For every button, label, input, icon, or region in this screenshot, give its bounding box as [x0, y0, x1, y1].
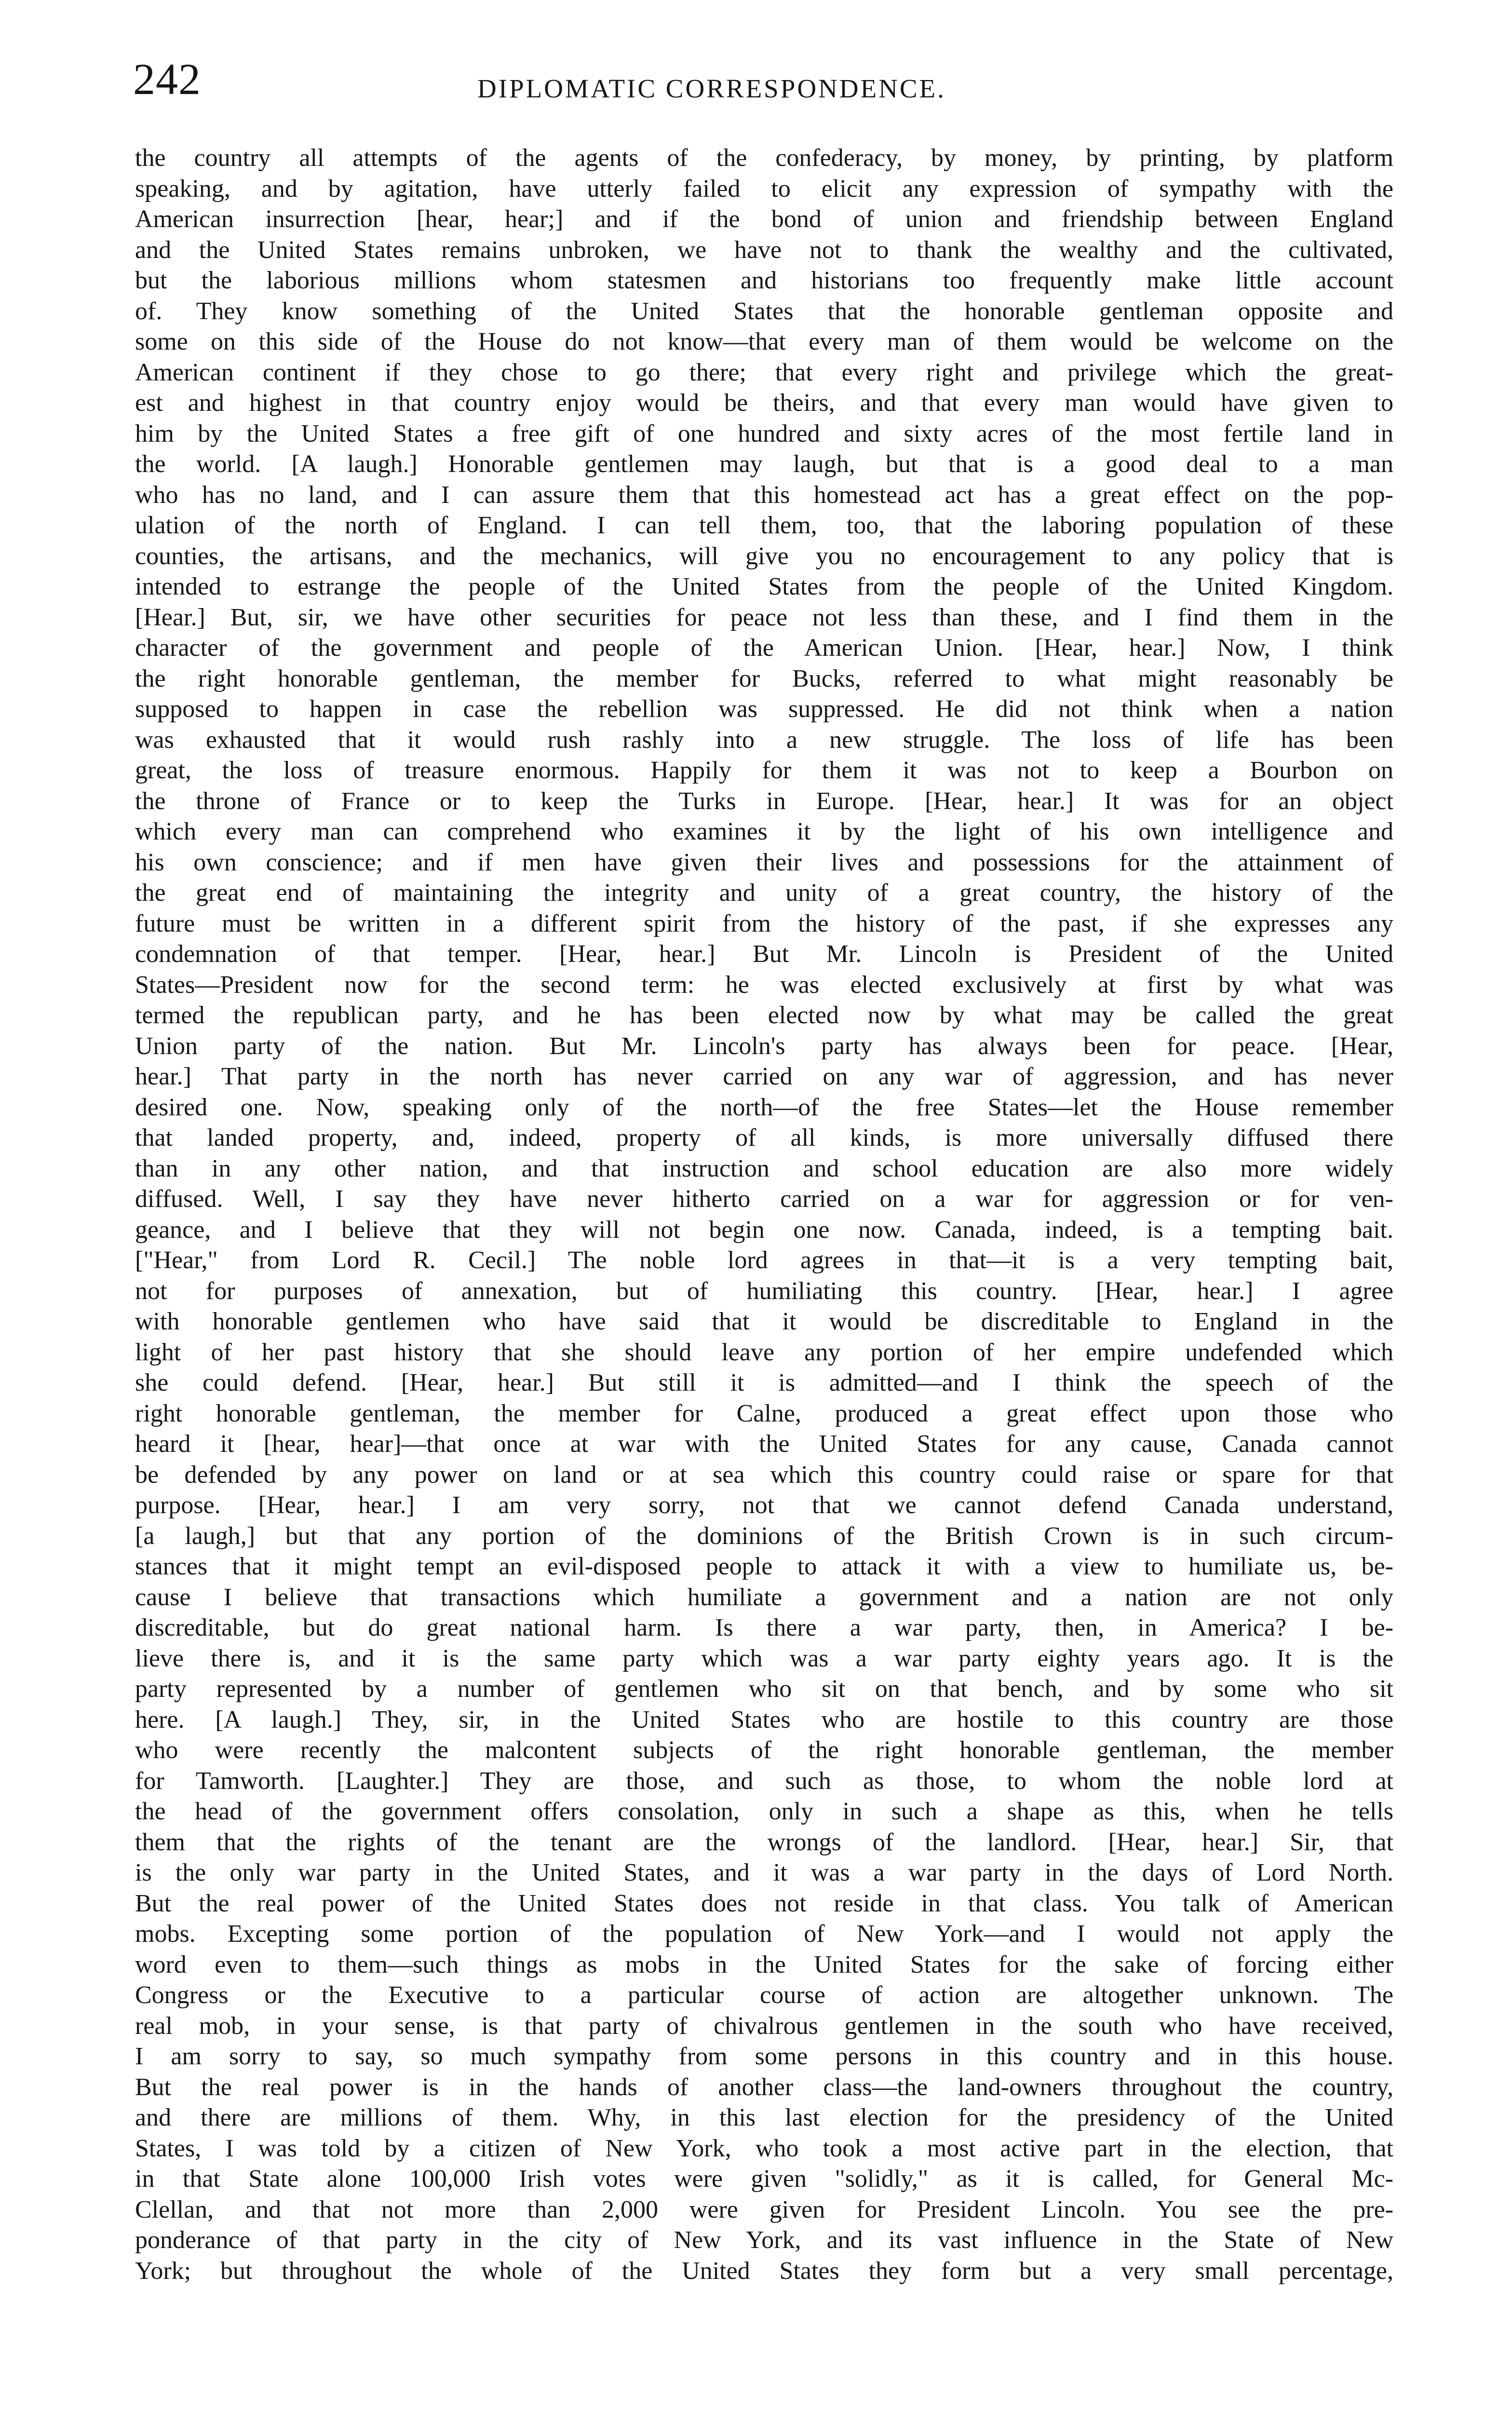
running-head: DIPLOMATIC CORRESPONDENCE.	[477, 74, 946, 103]
body-line: ponderance of that party in the city of New York, and its vast influence in the State of New	[135, 2226, 1393, 2254]
body-line: intended to estrange the people of the United States from the people of the United Kingdom.	[135, 573, 1393, 600]
body-line: some on this side of the House do not know—that every man of them would be welcome on the	[135, 328, 1393, 355]
body-line: heard it [hear, hear]—that once at war with the United States for any cause, Canada cannot	[135, 1430, 1393, 1458]
body-line: [Hear.] But, sir, we have other securities for peace not less than these, and I find them in the	[135, 603, 1393, 631]
body-line: American continent if they chose to go there; that every right and privilege which the great-	[135, 358, 1393, 386]
body-line: hear.] That party in the north has never carried on any war of aggression, and has never	[135, 1063, 1393, 1090]
body-line: his own conscience; and if men have given their lives and possessions for the attainment of	[135, 848, 1393, 876]
body-line: diffused. Well, I say they have never hitherto carried on a war for aggression or for ven-	[135, 1185, 1393, 1213]
body-line: here. [A laugh.] They, sir, in the United States who are hostile to this country are those	[135, 1706, 1393, 1734]
body-line: light of her past history that she should leave any portion of her empire undefended which	[135, 1338, 1393, 1366]
body-line: she could defend. [Hear, hear.] But still it is admitted—and I think the speech of the	[135, 1369, 1393, 1396]
body-line: right honorable gentleman, the member for Calne, produced a great effect upon those who	[135, 1399, 1393, 1427]
body-line: word even to them—such things as mobs in the United States for the sake of forcing either	[135, 1950, 1393, 1978]
body-line: in that State alone 100,000 Irish votes were given "solidly," as it is called, for General Mc-	[135, 2165, 1393, 2193]
body-line: counties, the artisans, and the mechanics, will give you no encouragement to any policy that is	[135, 542, 1393, 570]
body-text	[135, 143, 1393, 2361]
body-line: termed the republican party, and he has been elected now by what may be called the great	[135, 1002, 1393, 1029]
body-line: the head of the government offers consolation, only in such a shape as this, when he tells	[135, 1798, 1393, 1825]
body-line: and there are millions of them. Why, in this last election for the presidency of the United	[135, 2104, 1393, 2131]
body-line: the country all attempts of the agents of the confederacy, by money, by printing, by platform	[135, 144, 1393, 172]
body-line: Union party of the nation. But Mr. Lincoln's party has always been for peace. [Hear,	[135, 1032, 1393, 1060]
body-line: is the only war party in the United States, and it was a war party in the days of Lord North.	[135, 1859, 1393, 1886]
body-line: party represented by a number of gentlemen who sit on that bench, and by some who sit	[135, 1675, 1393, 1703]
body-line: Congress or the Executive to a particular course of action are altogether unknown. The	[135, 1981, 1393, 2009]
body-line: with honorable gentlemen who have said that it would be discreditable to England in the	[135, 1308, 1393, 1335]
body-line: Clellan, and that not more than 2,000 were given for President Lincoln. You see the pre-	[135, 2195, 1393, 2223]
body-line: But the real power of the United States does not reside in that class. You talk of American	[135, 1889, 1393, 1917]
body-line: not for purposes of annexation, but of humiliating this country. [Hear, hear.] I agree	[135, 1277, 1393, 1305]
body-line: geance, and I believe that they will not begin one now. Canada, indeed, is a tempting bait.	[135, 1216, 1393, 1244]
body-line: the great end of maintaining the integrity and unity of a great country, the history of the	[135, 879, 1393, 907]
body-line: great, the loss of treasure enormous. Happily for them it was not to keep a Bourbon on	[135, 757, 1393, 784]
body-line: York; but throughout the whole of the United States they form but a very small percentage,	[135, 2257, 1393, 2285]
body-line: supposed to happen in case the rebellion was suppressed. He did not think when a nation	[135, 695, 1393, 723]
body-line: character of the government and people of the American Union. [Hear, hear.] Now, I think	[135, 634, 1393, 662]
page-number: 242	[133, 54, 201, 104]
body-line: lieve there is, and it is the same party which was a war party eighty years ago. It is the	[135, 1644, 1393, 1672]
body-line: discreditable, but do great national harm. Is there a war party, then, in America? I be-	[135, 1614, 1393, 1641]
body-line: who has no land, and I can assure them that this homestead act has a great effect on the pop-	[135, 481, 1393, 509]
body-line: that landed property, and, indeed, property of all kinds, is more universally diffused there	[135, 1124, 1393, 1151]
body-line: future must be written in a different spirit from the history of the past, if she expresses any	[135, 909, 1393, 937]
body-line: mobs. Excepting some portion of the population of New York—and I would not apply the	[135, 1920, 1393, 1948]
body-line: desired one. Now, speaking only of the north—of the free States—let the House remember	[135, 1093, 1393, 1121]
body-line: the right honorable gentleman, the member for Bucks, referred to what might reasonably be	[135, 664, 1393, 692]
body-line: speaking, and by agitation, have utterly failed to elicit any expression of sympathy with the	[135, 175, 1393, 203]
body-line: him by the United States a free gift of one hundred and sixty acres of the most fertile land in	[135, 420, 1393, 447]
body-line: stances that it might tempt an evil-disposed people to attack it with a view to humiliate us, be-	[135, 1553, 1393, 1580]
body-line: was exhausted that it would rush rashly into a new struggle. The loss of life has been	[135, 726, 1393, 754]
body-line: [a laugh,] but that any portion of the dominions of the British Crown is in such circum-	[135, 1522, 1393, 1550]
body-line: but the laborious millions whom statesmen and historians too frequently make little account	[135, 267, 1393, 294]
body-line: States, I was told by a citizen of New York, who took a most active part in the election, that	[135, 2134, 1393, 2162]
body-line: be defended by any power on land or at sea which this country could raise or spare for that	[135, 1461, 1393, 1489]
body-line: States—President now for the second term: he was elected exclusively at first by what was	[135, 971, 1393, 999]
body-line: But the real power is in the hands of another class—the land-owners throughout the country,	[135, 2073, 1393, 2101]
body-line: I am sorry to say, so much sympathy from some persons in this country and in this house.	[135, 2043, 1393, 2070]
body-line: than in any other nation, and that instruction and school education are also more widely	[135, 1154, 1393, 1182]
body-line: who were recently the malcontent subjects of the right honorable gentleman, the member	[135, 1736, 1393, 1764]
body-line: and the United States remains unbroken, we have not to thank the wealthy and the cultivated,	[135, 236, 1393, 264]
body-line: which every man can comprehend who examines it by the light of his own intelligence and	[135, 818, 1393, 845]
body-line: purpose. [Hear, hear.] I am very sorry, not that we cannot defend Canada understand,	[135, 1491, 1393, 1519]
body-line: American insurrection [hear, hear;] and if the bond of union and friendship between England	[135, 205, 1393, 233]
body-line: the world. [A laugh.] Honorable gentlemen may laugh, but that is a good deal to a man	[135, 450, 1393, 478]
body-line: cause I believe that transactions which humiliate a government and a nation are not only	[135, 1583, 1393, 1611]
body-line: ulation of the north of England. I can tell them, too, that the laboring population of these	[135, 512, 1393, 539]
body-line: them that the rights of the tenant are the wrongs of the landlord. [Hear, hear.] Sir, that	[135, 1828, 1393, 1856]
body-line: est and highest in that country enjoy would be theirs, and that every man would have given to	[135, 389, 1393, 417]
body-line: the throne of France or to keep the Turks in Europe. [Hear, hear.] It was for an object	[135, 787, 1393, 815]
body-line: of. They know something of the United States that the honorable gentleman opposite and	[135, 297, 1393, 325]
body-line: real mob, in your sense, is that party of chivalrous gentlemen in the south who have received,	[135, 2012, 1393, 2040]
body-line: for Tamworth. [Laughter.] They are those, and such as those, to whom the noble lord at	[135, 1767, 1393, 1795]
body-line: condemnation of that temper. [Hear, hear.] But Mr. Lincoln is President of the United	[135, 940, 1393, 968]
body-line: ["Hear," from Lord R. Cecil.] The noble lord agrees in that—it is a very tempting bait,	[135, 1246, 1393, 1274]
